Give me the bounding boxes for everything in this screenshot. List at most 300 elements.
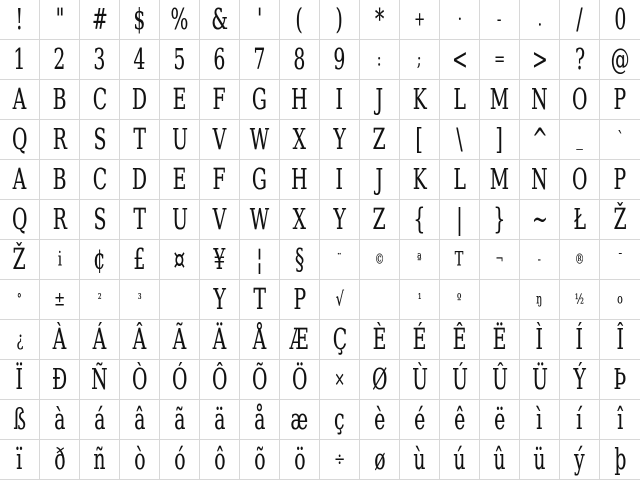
glyph-cell[interactable]: [440, 360, 480, 400]
glyph-cell[interactable]: [80, 240, 120, 280]
glyph-cell[interactable]: [0, 0, 40, 40]
glyph-character: ©: [374, 251, 385, 268]
glyph-character: ]: [495, 123, 504, 156]
glyph-cell[interactable]: [120, 400, 160, 440]
glyph-character: \: [456, 123, 463, 156]
glyph-cell[interactable]: [120, 120, 160, 160]
glyph-cell[interactable]: [400, 360, 440, 400]
glyph-cell[interactable]: [400, 440, 440, 480]
glyph-cell[interactable]: [80, 440, 120, 480]
glyph-character: √: [335, 287, 344, 311]
glyph-character: .: [537, 7, 542, 31]
glyph-character: ¿: [16, 327, 23, 351]
glyph-character: A: [12, 163, 27, 196]
glyph-character: ½: [574, 291, 585, 308]
glyph-cell[interactable]: [360, 360, 400, 400]
glyph-cell[interactable]: [160, 160, 200, 200]
glyph-cell[interactable]: [560, 200, 600, 240]
glyph-character: á: [93, 403, 106, 436]
glyph-character: ì: [536, 403, 543, 436]
glyph-cell[interactable]: [40, 320, 80, 360]
glyph-character: =: [494, 47, 505, 71]
glyph-cell[interactable]: [600, 120, 640, 160]
glyph-character: W: [249, 123, 270, 156]
glyph-cell[interactable]: [160, 240, 200, 280]
glyph-cell[interactable]: [240, 400, 280, 440]
glyph-cell[interactable]: [240, 40, 280, 80]
glyph-cell[interactable]: [520, 0, 560, 40]
glyph-cell[interactable]: [480, 320, 520, 360]
glyph-cell[interactable]: [520, 400, 560, 440]
glyph-cell[interactable]: [120, 0, 160, 40]
glyph-cell[interactable]: [320, 40, 360, 80]
glyph-cell[interactable]: [400, 280, 440, 320]
glyph-cell[interactable]: [400, 320, 440, 360]
glyph-character: R: [52, 123, 67, 156]
glyph-character: Û: [491, 363, 508, 396]
glyph-cell[interactable]: [360, 240, 400, 280]
glyph-cell[interactable]: [480, 160, 520, 200]
glyph-cell[interactable]: [600, 440, 640, 480]
glyph-character: Í: [575, 323, 584, 356]
glyph-cell[interactable]: [40, 440, 80, 480]
glyph-cell[interactable]: [280, 40, 320, 80]
glyph-cell[interactable]: [480, 40, 520, 80]
glyph-character: º: [457, 291, 462, 308]
glyph-character: G: [252, 83, 267, 116]
glyph-character: O: [571, 83, 588, 116]
glyph-character: ±: [54, 287, 65, 311]
glyph-cell[interactable]: [0, 360, 40, 400]
glyph-character: É: [412, 323, 427, 356]
glyph-cell[interactable]: [200, 80, 240, 120]
glyph-cell[interactable]: [600, 0, 640, 40]
glyph-cell[interactable]: [480, 120, 520, 160]
glyph-cell[interactable]: [480, 440, 520, 480]
glyph-character: î: [616, 403, 623, 436]
glyph-cell[interactable]: [240, 120, 280, 160]
glyph-character: i: [57, 247, 62, 271]
glyph-cell[interactable]: [320, 0, 360, 40]
glyph-character: 1: [13, 43, 26, 76]
glyph-cell[interactable]: [440, 40, 480, 80]
glyph-character: Æ: [290, 323, 309, 356]
glyph-cell[interactable]: [400, 40, 440, 80]
glyph-cell[interactable]: [0, 240, 40, 280]
glyph-character: ¯: [617, 251, 623, 268]
glyph-character: ú: [453, 443, 466, 476]
glyph-cell[interactable]: [560, 0, 600, 40]
glyph-character: Ü: [531, 363, 548, 396]
glyph-character: Z: [372, 123, 387, 156]
glyph-character: Õ: [251, 363, 268, 396]
glyph-cell[interactable]: [40, 240, 80, 280]
glyph-cell[interactable]: [280, 320, 320, 360]
glyph-cell[interactable]: [600, 280, 640, 320]
glyph-cell[interactable]: [280, 440, 320, 480]
glyph-cell[interactable]: [520, 80, 560, 120]
glyph-character: ý: [574, 443, 585, 476]
glyph-character: ¦: [256, 243, 263, 276]
glyph-cell[interactable]: [520, 320, 560, 360]
glyph-character: ù: [413, 443, 426, 476]
glyph-cell[interactable]: [280, 280, 320, 320]
glyph-cell[interactable]: [440, 400, 480, 440]
glyph-character: 7: [253, 43, 266, 76]
glyph-cell[interactable]: [480, 240, 520, 280]
glyph-cell[interactable]: [240, 160, 280, 200]
glyph-cell[interactable]: [480, 280, 520, 320]
glyph-cell[interactable]: [600, 80, 640, 120]
glyph-character: æ: [290, 403, 309, 436]
glyph-character: ª: [417, 251, 422, 268]
glyph-cell[interactable]: [200, 320, 240, 360]
glyph-cell[interactable]: [40, 160, 80, 200]
glyph-character: :: [377, 47, 382, 71]
glyph-cell[interactable]: [40, 280, 80, 320]
glyph-cell[interactable]: [560, 400, 600, 440]
glyph-cell[interactable]: [400, 160, 440, 200]
glyph-cell[interactable]: [320, 440, 360, 480]
glyph-cell[interactable]: [0, 160, 40, 200]
glyph-cell[interactable]: [40, 120, 80, 160]
glyph-cell[interactable]: [440, 120, 480, 160]
glyph-cell[interactable]: [360, 160, 400, 200]
glyph-cell[interactable]: [520, 40, 560, 80]
glyph-cell[interactable]: [560, 160, 600, 200]
glyph-character: ã: [173, 403, 186, 436]
glyph-cell[interactable]: [560, 360, 600, 400]
glyph-cell[interactable]: [560, 80, 600, 120]
glyph-character: D: [131, 163, 148, 196]
glyph-character: ²: [97, 291, 102, 308]
glyph-cell[interactable]: [280, 200, 320, 240]
glyph-character: T: [133, 203, 146, 236]
glyph-character: 0: [614, 2, 626, 36]
glyph-cell[interactable]: [520, 440, 560, 480]
glyph-cell[interactable]: [400, 0, 440, 40]
glyph-character: H: [291, 163, 308, 196]
glyph-cell[interactable]: [600, 240, 640, 280]
glyph-character: Ñ: [91, 363, 108, 396]
glyph-cell[interactable]: [200, 440, 240, 480]
glyph-character: Ž: [12, 243, 27, 276]
glyph-character: ç: [334, 403, 345, 436]
glyph-cell[interactable]: [600, 40, 640, 80]
glyph-character: à: [53, 403, 66, 436]
glyph-character: £: [133, 243, 146, 276]
glyph-cell[interactable]: [400, 400, 440, 440]
glyph-character: ô: [213, 443, 226, 476]
glyph-character: ·: [457, 7, 462, 31]
glyph-character: Ù: [411, 363, 428, 396]
glyph-cell[interactable]: [360, 320, 400, 360]
glyph-character: N: [531, 83, 548, 116]
glyph-cell[interactable]: [440, 160, 480, 200]
glyph-cell[interactable]: [200, 40, 240, 80]
glyph-cell[interactable]: [480, 80, 520, 120]
glyph-cell[interactable]: [280, 80, 320, 120]
glyph-cell[interactable]: [120, 40, 160, 80]
glyph-cell[interactable]: [360, 280, 400, 320]
glyph-cell[interactable]: [360, 440, 400, 480]
glyph-character: P: [613, 163, 627, 196]
glyph-cell[interactable]: [200, 360, 240, 400]
glyph-cell[interactable]: [0, 40, 40, 80]
glyph-cell[interactable]: [480, 360, 520, 400]
glyph-cell[interactable]: [120, 360, 160, 400]
glyph-character: !: [15, 2, 24, 36]
glyph-character: ß: [13, 403, 26, 436]
glyph-cell[interactable]: [360, 40, 400, 80]
glyph-cell[interactable]: [360, 400, 400, 440]
glyph-cell[interactable]: [240, 360, 280, 400]
glyph-character: (: [295, 2, 304, 36]
glyph-cell[interactable]: [480, 200, 520, 240]
glyph-cell[interactable]: [0, 320, 40, 360]
glyph-cell[interactable]: [120, 240, 160, 280]
glyph-cell[interactable]: [240, 80, 280, 120]
glyph-cell[interactable]: [280, 0, 320, 40]
glyph-character: ò: [133, 443, 146, 476]
glyph-character: Ì: [535, 323, 544, 356]
glyph-character: Ð: [51, 363, 68, 396]
glyph-character: #: [91, 2, 108, 36]
glyph-cell[interactable]: [0, 200, 40, 240]
glyph-character: <: [451, 43, 468, 76]
glyph-character: ?: [574, 43, 585, 76]
glyph-cell[interactable]: [320, 320, 360, 360]
glyph-cell[interactable]: [80, 40, 120, 80]
glyph-character: K: [412, 83, 427, 116]
glyph-character: Þ: [613, 363, 627, 396]
glyph-cell[interactable]: [40, 360, 80, 400]
glyph-cell[interactable]: [280, 360, 320, 400]
glyph-character: &: [211, 2, 228, 36]
glyph-cell[interactable]: [240, 440, 280, 480]
glyph-cell[interactable]: [0, 400, 40, 440]
glyph-cell[interactable]: [360, 0, 400, 40]
glyph-character: 5: [173, 43, 186, 76]
glyph-character: o: [617, 291, 623, 308]
glyph-cell[interactable]: [360, 120, 400, 160]
glyph-character: Î: [616, 323, 624, 356]
glyph-cell[interactable]: [320, 360, 360, 400]
glyph-character: J: [375, 163, 384, 196]
glyph-cell[interactable]: [560, 120, 600, 160]
glyph-character: I: [335, 163, 344, 196]
glyph-cell[interactable]: [80, 400, 120, 440]
glyph-character: 9: [333, 43, 346, 76]
glyph-cell[interactable]: [120, 80, 160, 120]
glyph-cell[interactable]: [280, 120, 320, 160]
glyph-cell[interactable]: [440, 80, 480, 120]
glyph-character: D: [131, 83, 148, 116]
glyph-cell[interactable]: [360, 200, 400, 240]
glyph-cell[interactable]: [360, 80, 400, 120]
glyph-cell[interactable]: [40, 0, 80, 40]
glyph-cell[interactable]: [240, 320, 280, 360]
glyph-character: X: [292, 203, 307, 236]
glyph-character: `: [616, 127, 624, 151]
glyph-character: ¢: [93, 243, 106, 276]
glyph-character: ü: [533, 443, 546, 476]
glyph-cell[interactable]: [80, 160, 120, 200]
glyph-cell[interactable]: [240, 240, 280, 280]
glyph-cell[interactable]: [520, 200, 560, 240]
glyph-character: ¬: [495, 251, 504, 268]
glyph-character: Ý: [573, 363, 586, 396]
glyph-cell[interactable]: [160, 200, 200, 240]
glyph-cell[interactable]: [120, 280, 160, 320]
glyph-cell[interactable]: [160, 0, 200, 40]
glyph-cell[interactable]: [440, 440, 480, 480]
glyph-character: T: [253, 283, 266, 316]
glyph-cell[interactable]: [160, 440, 200, 480]
glyph-character: À: [52, 323, 67, 356]
glyph-cell[interactable]: [440, 0, 480, 40]
glyph-character: õ: [253, 443, 266, 476]
glyph-character: +: [414, 7, 425, 31]
glyph-cell[interactable]: [520, 160, 560, 200]
glyph-character: %: [170, 2, 189, 36]
glyph-character: Â: [132, 323, 147, 356]
glyph-cell[interactable]: [400, 240, 440, 280]
glyph-cell[interactable]: [200, 400, 240, 440]
glyph-cell[interactable]: [560, 40, 600, 80]
glyph-cell[interactable]: [200, 120, 240, 160]
glyph-cell[interactable]: [320, 120, 360, 160]
glyph-cell[interactable]: [80, 120, 120, 160]
glyph-character: è: [373, 403, 386, 436]
glyph-character: Ž: [613, 203, 627, 236]
glyph-character: F: [212, 163, 226, 196]
glyph-cell[interactable]: [120, 440, 160, 480]
glyph-cell[interactable]: [240, 0, 280, 40]
glyph-cell[interactable]: [400, 80, 440, 120]
glyph-cell[interactable]: [0, 80, 40, 120]
glyph-character: ®: [574, 251, 585, 268]
glyph-cell[interactable]: [280, 240, 320, 280]
glyph-cell[interactable]: [160, 400, 200, 440]
glyph-character: E: [172, 163, 187, 196]
glyph-cell[interactable]: [120, 320, 160, 360]
glyph-cell[interactable]: [80, 200, 120, 240]
glyph-cell[interactable]: [320, 200, 360, 240]
glyph-character: F: [212, 83, 226, 116]
glyph-character: Å: [252, 323, 267, 356]
glyph-cell[interactable]: [320, 80, 360, 120]
glyph-cell[interactable]: [560, 240, 600, 280]
glyph-cell[interactable]: [560, 280, 600, 320]
glyph-character: U: [171, 123, 188, 156]
glyph-cell[interactable]: [200, 160, 240, 200]
glyph-cell[interactable]: [400, 120, 440, 160]
glyph-cell[interactable]: [40, 200, 80, 240]
glyph-cell[interactable]: [520, 280, 560, 320]
glyph-cell[interactable]: [80, 320, 120, 360]
glyph-cell[interactable]: [320, 240, 360, 280]
glyph-character: I: [335, 83, 344, 116]
glyph-character: T: [133, 123, 146, 156]
glyph-cell[interactable]: [560, 320, 600, 360]
glyph-cell[interactable]: [560, 440, 600, 480]
glyph-cell[interactable]: [480, 400, 520, 440]
glyph-character: }: [493, 203, 506, 236]
glyph-cell[interactable]: [160, 80, 200, 120]
glyph-cell[interactable]: [80, 360, 120, 400]
glyph-cell[interactable]: [200, 200, 240, 240]
glyph-character: å: [253, 403, 266, 436]
glyph-cell[interactable]: [400, 200, 440, 240]
glyph-cell[interactable]: [280, 160, 320, 200]
glyph-cell[interactable]: [200, 0, 240, 40]
glyph-cell[interactable]: [160, 280, 200, 320]
glyph-cell[interactable]: [120, 160, 160, 200]
glyph-character: í: [576, 403, 583, 436]
glyph-cell[interactable]: [320, 160, 360, 200]
glyph-character: Ò: [131, 363, 148, 396]
glyph-cell[interactable]: [200, 280, 240, 320]
glyph-cell[interactable]: [600, 400, 640, 440]
glyph-cell[interactable]: [200, 240, 240, 280]
glyph-character: Ø: [371, 363, 388, 396]
glyph-cell[interactable]: [600, 160, 640, 200]
glyph-character: ó: [173, 443, 186, 476]
glyph-cell[interactable]: [80, 280, 120, 320]
glyph-cell[interactable]: [0, 120, 40, 160]
glyph-cell[interactable]: [280, 400, 320, 440]
glyph-cell[interactable]: [440, 240, 480, 280]
glyph-character: N: [531, 163, 548, 196]
glyph-cell[interactable]: [160, 120, 200, 160]
glyph-cell[interactable]: [160, 40, 200, 80]
glyph-cell[interactable]: [520, 240, 560, 280]
glyph-character: M: [489, 83, 510, 116]
glyph-cell[interactable]: [520, 360, 560, 400]
glyph-character: È: [372, 323, 387, 356]
glyph-cell[interactable]: [160, 320, 200, 360]
glyph-cell[interactable]: [40, 400, 80, 440]
glyph-cell[interactable]: [440, 280, 480, 320]
glyph-cell[interactable]: [600, 320, 640, 360]
glyph-cell[interactable]: [40, 40, 80, 80]
glyph-cell[interactable]: [160, 360, 200, 400]
glyph-character: Ê: [452, 323, 467, 356]
glyph-cell[interactable]: [320, 280, 360, 320]
glyph-cell[interactable]: [120, 200, 160, 240]
glyph-cell[interactable]: [80, 0, 120, 40]
glyph-cell[interactable]: [320, 400, 360, 440]
glyph-cell[interactable]: [240, 280, 280, 320]
glyph-cell[interactable]: [600, 200, 640, 240]
glyph-cell[interactable]: [480, 0, 520, 40]
glyph-cell[interactable]: [0, 440, 40, 480]
glyph-character: Ł: [573, 203, 586, 236]
glyph-cell[interactable]: [40, 80, 80, 120]
glyph-character: ë: [493, 403, 506, 436]
glyph-cell[interactable]: [600, 360, 640, 400]
glyph-cell[interactable]: [240, 200, 280, 240]
glyph-cell[interactable]: [520, 120, 560, 160]
glyph-cell[interactable]: [80, 80, 120, 120]
glyph-character: $: [133, 2, 146, 36]
glyph-cell[interactable]: [440, 200, 480, 240]
glyph-character: Ï: [15, 363, 24, 396]
glyph-cell[interactable]: [440, 320, 480, 360]
glyph-cell[interactable]: [0, 280, 40, 320]
glyph-character: ~: [531, 203, 548, 236]
